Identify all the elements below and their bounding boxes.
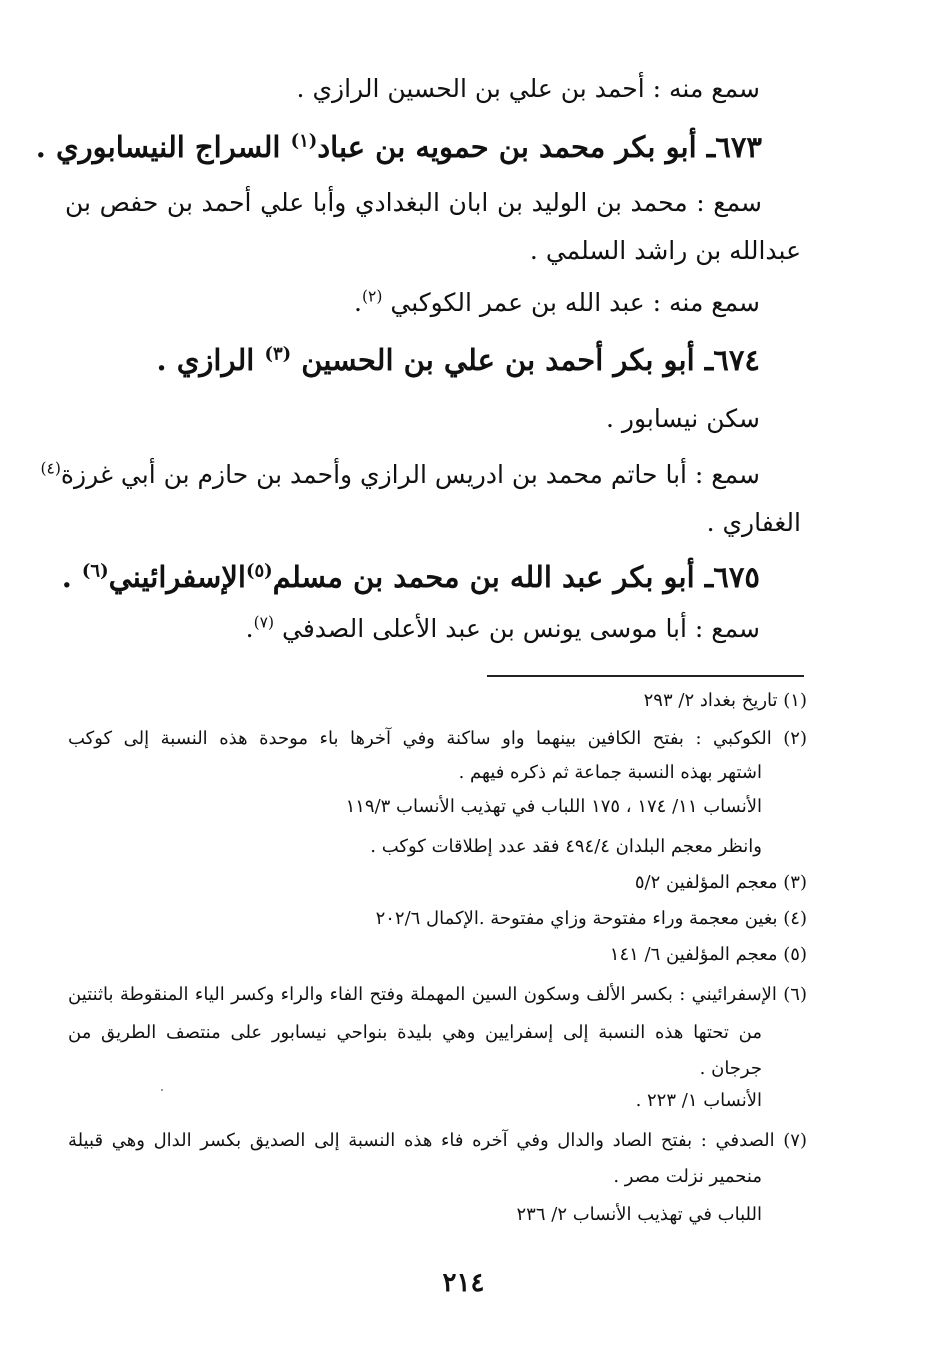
footnote-2 bbox=[68, 728, 807, 749]
text: وانظر معجم البلدان ٤٩٤/٤ فقد عدد إطلاقات كوكب . bbox=[370, 836, 762, 857]
text: (٣) معجم المؤلفين ٥/٢ bbox=[634, 872, 807, 893]
footnote-6 bbox=[68, 984, 807, 1005]
footnote-7 bbox=[68, 1130, 807, 1151]
heard-line-cont bbox=[0, 508, 801, 537]
entry-title-cont: الإسفرائيني bbox=[108, 560, 246, 594]
scan-speck bbox=[161, 1089, 163, 1091]
entry-title: ٦٧٥ـ أبو بكر عبد الله بن محمد بن مسلم bbox=[272, 560, 760, 594]
heard-line-cont bbox=[0, 236, 801, 265]
footnote-ref[interactable]: (٧) bbox=[253, 613, 275, 632]
heard-line bbox=[0, 460, 760, 489]
text: الأنساب ١١/ ١٧٤ ، ١٧٥ اللباب في تهذيب الأنساب ١١٩/٣ bbox=[345, 796, 762, 817]
text: اللباب في تهذيب الأنساب ٢/ ٢٣٦ bbox=[516, 1204, 762, 1225]
footnote-2-ref2 bbox=[0, 836, 762, 857]
entry-title-cont: السراج النيسابوري . bbox=[35, 130, 291, 164]
entry-title: ٦٧٣ـ أبو بكر محمد بن حمويه بن عباد bbox=[317, 130, 762, 164]
heard-from-line bbox=[0, 74, 760, 103]
heard-line bbox=[65, 188, 762, 217]
entry-title: ٦٧٤ـ أبو بكر أحمد بن علي بن الحسين bbox=[291, 343, 760, 377]
footnote-ref[interactable]: (٥) bbox=[245, 560, 273, 582]
text: جرجان . bbox=[699, 1058, 762, 1079]
text: سمع : محمد بن الوليد بن ابان البغدادي وأبا علي أحمد بن حفص بن bbox=[65, 188, 762, 217]
footnote-ref[interactable]: (٢) bbox=[361, 287, 383, 306]
footnote-6-ref bbox=[0, 1090, 762, 1111]
text: (٧) الصدفي : بفتح الصاد والدال وفي آخره فاء هذه النسبة إلى الصديق بكسر الدال وهي قبيلة bbox=[68, 1130, 807, 1151]
footnote-2-cont bbox=[0, 762, 762, 783]
text: (١) تاريخ بغداد ٢/ ٢٩٣ bbox=[643, 690, 807, 711]
text: (٥) معجم المؤلفين ٦/ ١٤١ bbox=[609, 944, 807, 965]
footnote-6-cont bbox=[68, 1022, 762, 1043]
footnote-separator bbox=[487, 675, 804, 677]
text: الأنساب ١/ ٢٢٣ . bbox=[635, 1090, 762, 1111]
text: سكن نيسابور . bbox=[606, 404, 760, 433]
footnote-ref[interactable]: (٤) bbox=[40, 459, 61, 478]
text: سمع : أبا حاتم محمد بن ادريس الرازي وأحمد بن حازم بن أبي غرزة bbox=[60, 460, 760, 489]
footnote-7-cont bbox=[0, 1166, 762, 1187]
heard-from-line bbox=[0, 288, 760, 317]
entry-675-heading bbox=[0, 560, 760, 594]
text: منحمير نزلت مصر . bbox=[613, 1166, 762, 1187]
footnote-2-ref bbox=[0, 796, 762, 817]
footnote-1 bbox=[0, 690, 807, 711]
entry-673-heading bbox=[0, 130, 762, 164]
footnote-ref[interactable]: (٦) bbox=[81, 560, 109, 582]
entry-title-end: . bbox=[61, 560, 82, 594]
heard-line bbox=[0, 614, 760, 643]
text: (٤) بغين معجمة وراء مفتوحة وزاي مفتوحة .الإكمال ٢٠٢/٦ bbox=[375, 908, 807, 929]
text: . bbox=[245, 614, 254, 643]
text: اشتهر بهذه النسبة جماعة ثم ذكره فيهم . bbox=[458, 762, 762, 783]
text: من تحتها هذه النسبة إلى إسفرايين وهي بليدة بنواحي نيسابور على منتصف الطريق من bbox=[68, 1022, 762, 1043]
entry-title-cont: الرازي . bbox=[156, 343, 265, 377]
footnote-7-ref bbox=[0, 1204, 762, 1225]
text: عبدالله بن راشد السلمي . bbox=[529, 236, 801, 265]
footnote-6-cont2 bbox=[0, 1058, 762, 1079]
text: سمع منه : عبد الله بن عمر الكوكبي bbox=[382, 288, 760, 317]
footnote-4 bbox=[0, 908, 807, 929]
footnote-ref[interactable]: (١) bbox=[290, 130, 318, 152]
text: (٢) الكوكبي : بفتح الكافين بينهما واو ساكنة وفي آخرها باء موحدة هذه النسبة إلى كوكب bbox=[68, 728, 807, 749]
text: . bbox=[354, 288, 362, 317]
footnote-5 bbox=[0, 944, 807, 965]
entry-674-heading bbox=[0, 343, 760, 377]
text: الغفاري . bbox=[706, 508, 801, 537]
footnote-ref[interactable]: (٣) bbox=[264, 343, 292, 365]
text: سمع : أبا موسى يونس بن عبد الأعلى الصدفي bbox=[274, 614, 760, 643]
text: (٦) الإسفرائيني : بكسر الألف وسكون السين المهملة وفتح الفاء والراء وكسر الياء المنقوطة باثنتين bbox=[68, 984, 807, 1005]
page-number: ٢١٤ bbox=[442, 1268, 485, 1298]
text: سمع منه : أحمد بن علي بن الحسين الرازي . bbox=[296, 74, 760, 103]
footnote-3 bbox=[0, 872, 807, 893]
residence-line bbox=[0, 404, 760, 433]
